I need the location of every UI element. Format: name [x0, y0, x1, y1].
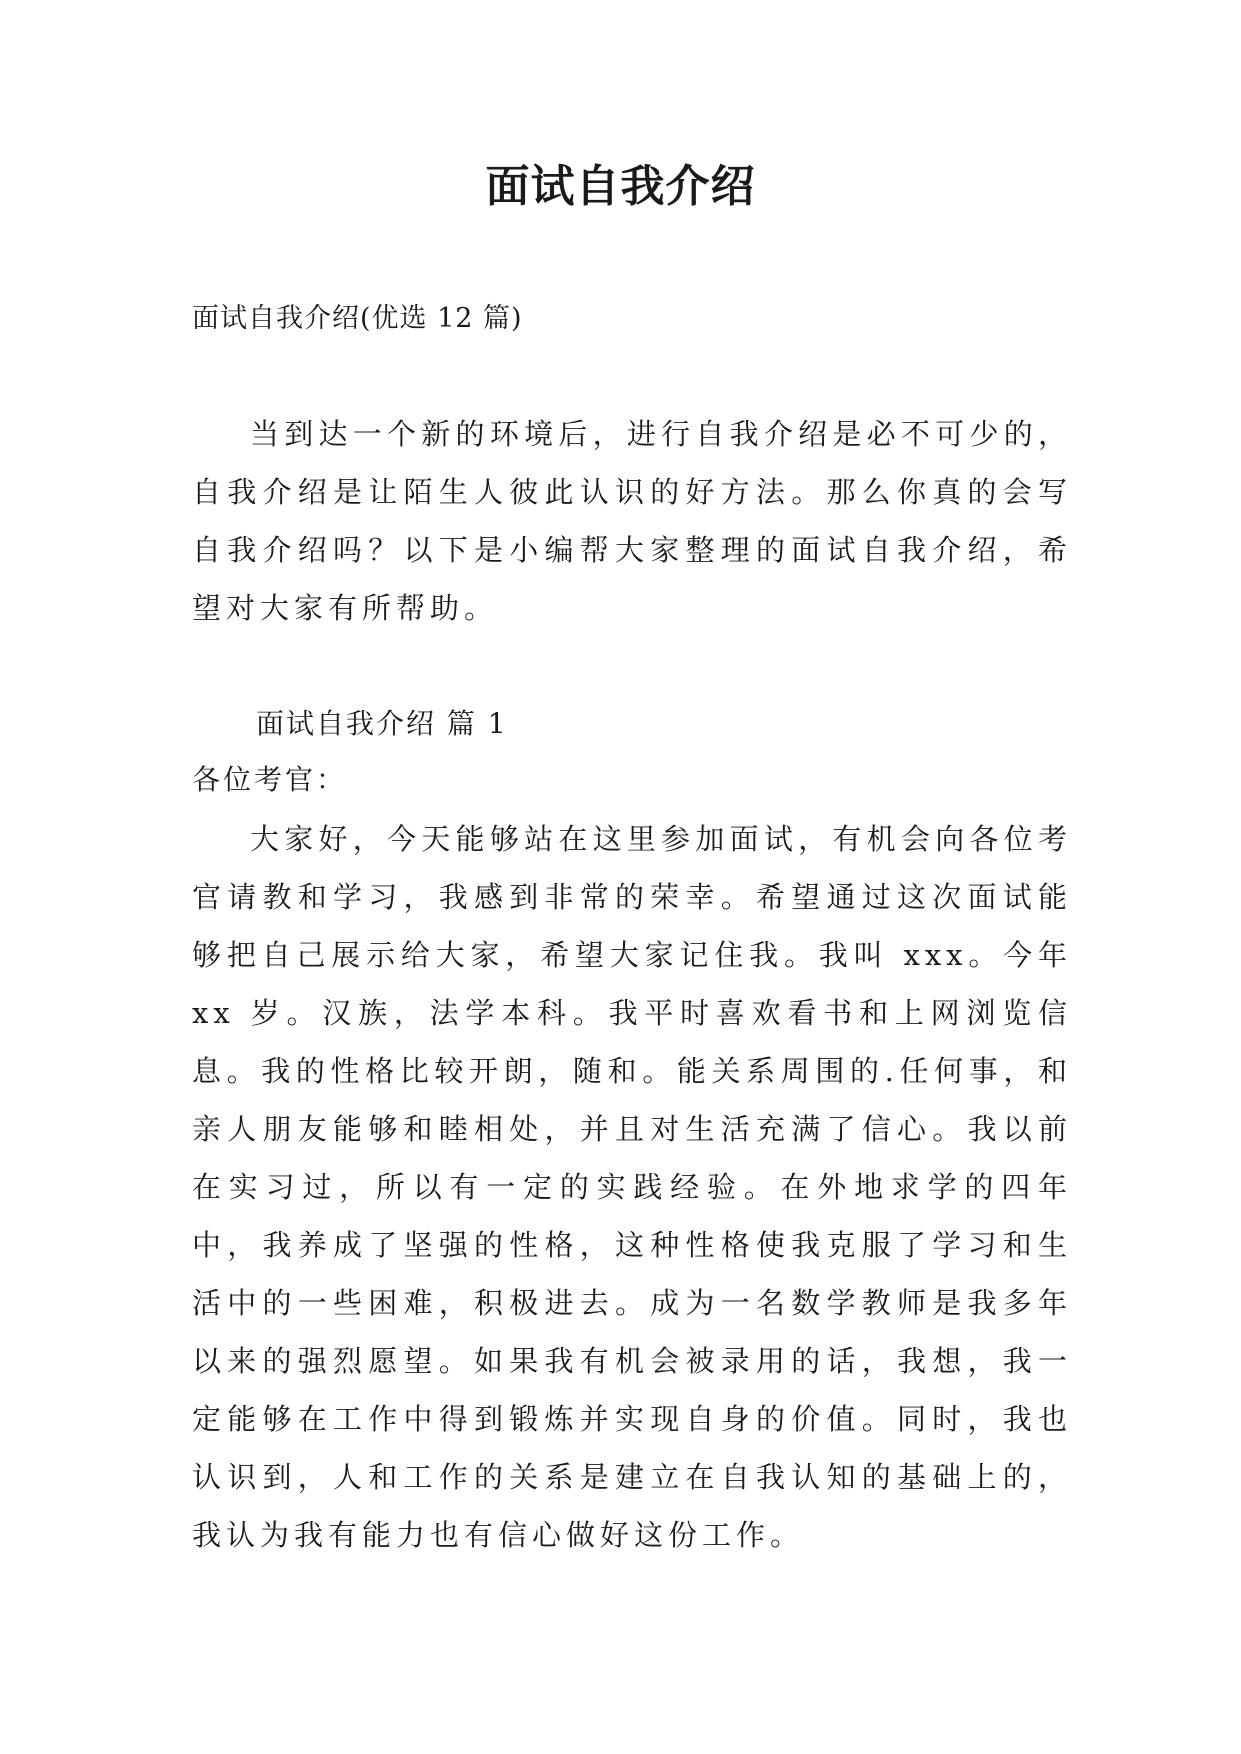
document-subtitle: 面试自我介绍(优选 12 篇): [192, 303, 523, 334]
salutation: 各位考官：: [192, 763, 348, 796]
intro-paragraph: 当到达一个新的环境后，进行自我介绍是必不可少的，自我介绍是让陌生人彼此认识的好方法。那么你真的会写自我介绍吗？以下是小编帮大家整理的面试自我介绍，希望对大家有所帮助。: [192, 417, 1072, 625]
document-title: 面试自我介绍: [485, 161, 756, 212]
section-heading: 面试自我介绍 篇 1: [256, 707, 508, 740]
body-paragraph: 大家好，今天能够站在这里参加面试，有机会向各位考官请教和学习，我感到非常的荣幸。希望通过这次面试能够把自己展示给大家，希望大家记住我。我叫 xxx。今年 xx 岁。汉族，法学本科。我平时喜欢看书和上网浏览信息。我的性格比较开朗，随和。能关系周围的.任何事，和亲人朋友能够和睦相处，并且对生活充满了信心。我以前在实习过，所以有一定的实践经验。在外地求学的四年中，我养成了坚强的性格，这种性格使我克服了学习和生活中的一些困难，积极进去。成为一名数学教师是我多年以来的强烈愿望。如果我有机会被录用的话，我想，我一定能够在工作中得到锻炼并实现自身的价值。同时，我也认识到，人和工作的关系是建立在自我认知的基础上的，我认为我有能力也有信心做好这份工作。: [192, 822, 1072, 1552]
